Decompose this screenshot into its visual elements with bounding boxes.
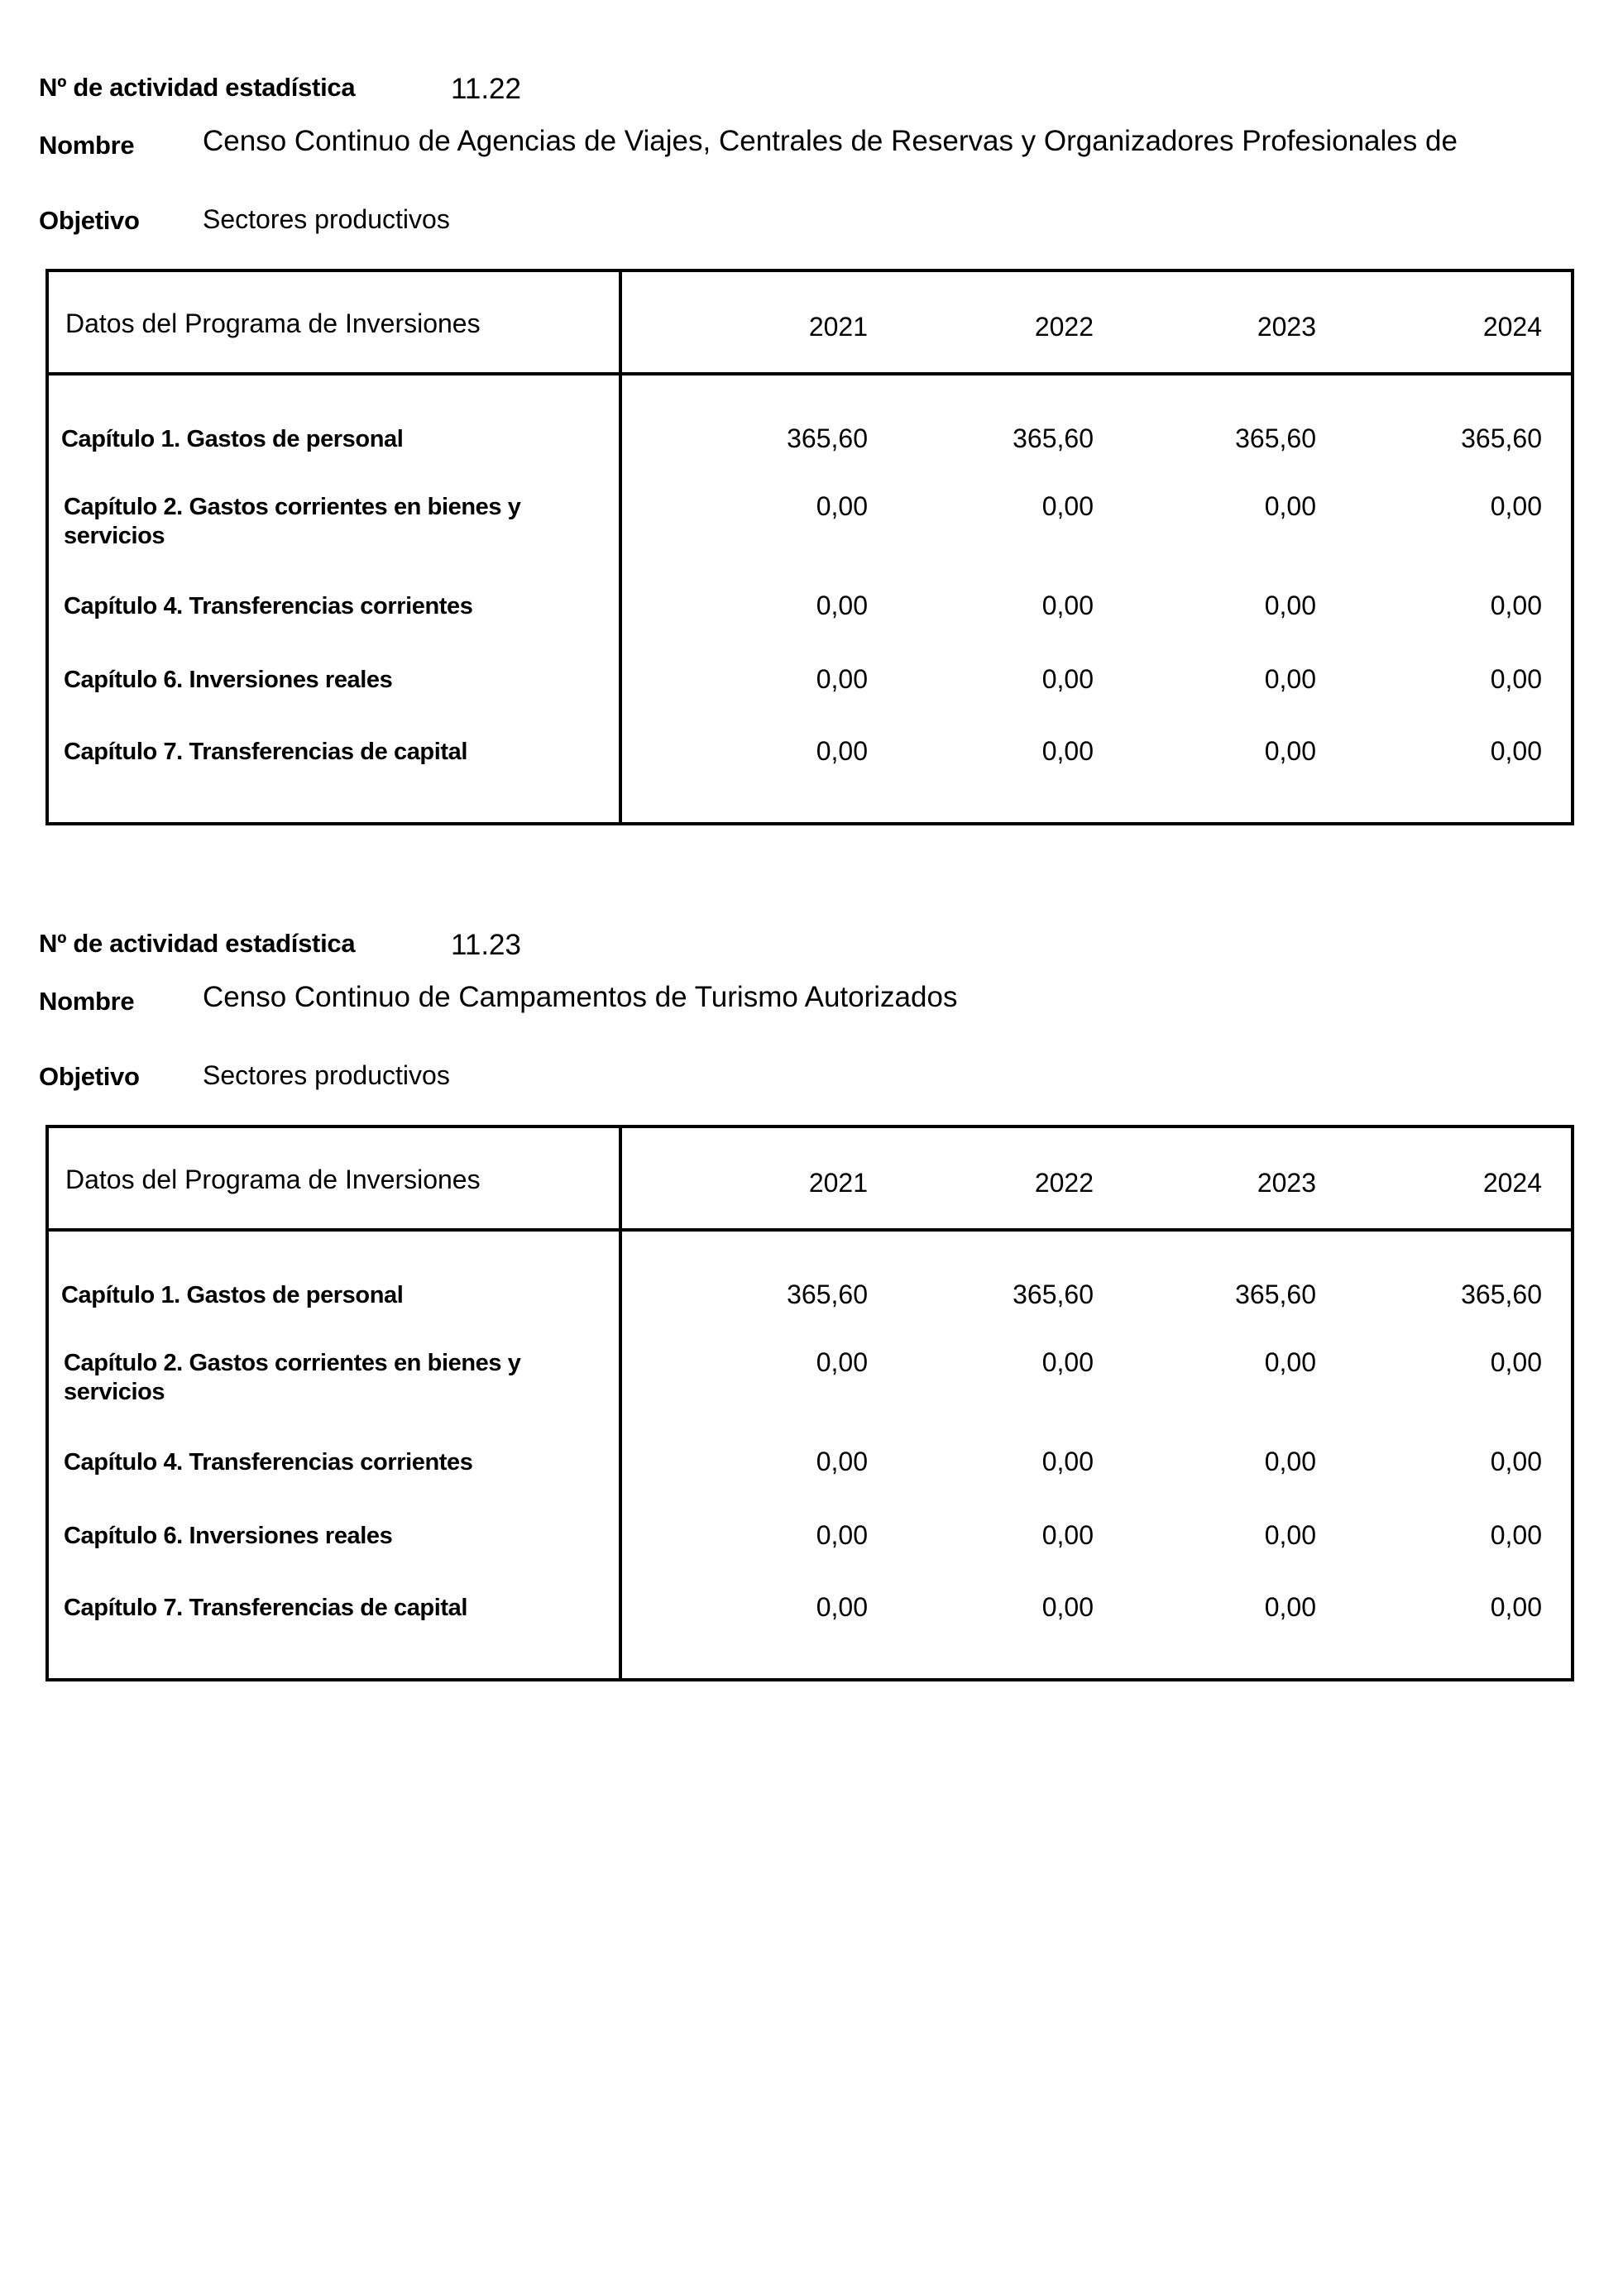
cell-ch4-2022: 0,00 <box>1041 591 1094 620</box>
cell-ch6-2022: 0,00 <box>1041 1520 1094 1550</box>
cell-ch7-2022: 0,00 <box>1041 1592 1094 1622</box>
name-label: Nombre <box>39 131 135 160</box>
cell-ch4-2023: 0,00 <box>1264 1447 1316 1476</box>
row-label-chapter-2: Capítulo 2. Gastos corrientes en bienes y servicios <box>64 494 521 549</box>
cell-ch7-2023: 0,00 <box>1264 1592 1316 1622</box>
cell-ch7-2021: 0,00 <box>816 736 868 766</box>
cell-ch7-2021: 0,00 <box>816 1592 868 1622</box>
name-value: Censo Continuo de Agencias de Viajes, Centrales de Reservas y Organizadores Profesionales de <box>203 125 1458 157</box>
cell-ch2-2021: 0,00 <box>816 1347 868 1377</box>
cell-ch1-2022: 365,60 <box>1013 423 1094 453</box>
cell-ch6-2023: 0,00 <box>1264 664 1316 694</box>
name-label: Nombre <box>39 987 135 1016</box>
cell-ch6-2024: 0,00 <box>1490 1520 1542 1550</box>
investment-table <box>45 269 1574 825</box>
table-header-label: Datos del Programa de Inversiones <box>65 309 481 338</box>
cell-ch7-2024: 0,00 <box>1490 736 1542 766</box>
cell-ch1-2024: 365,60 <box>1461 423 1542 453</box>
cell-ch4-2021: 0,00 <box>816 591 868 620</box>
row-label-chapter-4: Capítulo 4. Transferencias corrientes <box>64 593 473 619</box>
table-header-divider <box>49 1228 1571 1232</box>
activity-number-value: 11.23 <box>451 929 521 961</box>
year-header-2024: 2024 <box>1482 312 1542 342</box>
cell-ch6-2022: 0,00 <box>1041 664 1094 694</box>
cell-ch2-2024: 0,00 <box>1490 491 1542 521</box>
cell-ch4-2024: 0,00 <box>1490 591 1542 620</box>
cell-ch2-2024: 0,00 <box>1490 1347 1542 1377</box>
year-header-2022: 2022 <box>1034 312 1094 342</box>
row-label-chapter-2: Capítulo 2. Gastos corrientes en bienes y servicios <box>64 1350 521 1405</box>
cell-ch1-2022: 365,60 <box>1013 1280 1094 1309</box>
row-label-chapter-7: Capítulo 7. Transferencias de capital <box>64 1595 468 1621</box>
cell-ch1-2024: 365,60 <box>1461 1280 1542 1309</box>
activity-section-1 <box>0 0 1623 827</box>
cell-ch7-2022: 0,00 <box>1041 736 1094 766</box>
cell-ch4-2024: 0,00 <box>1490 1447 1542 1476</box>
activity-number-label: Nº de actividad estadística <box>39 929 356 958</box>
cell-ch7-2024: 0,00 <box>1490 1592 1542 1622</box>
cell-ch4-2021: 0,00 <box>816 1447 868 1476</box>
row-label-chapter-4: Capítulo 4. Transferencias corrientes <box>64 1449 473 1476</box>
cell-ch1-2021: 365,60 <box>787 423 868 453</box>
year-header-2023: 2023 <box>1257 1168 1316 1198</box>
cell-ch4-2022: 0,00 <box>1041 1447 1094 1476</box>
cell-ch2-2021: 0,00 <box>816 491 868 521</box>
row-label-chapter-6: Capítulo 6. Inversiones reales <box>64 667 393 693</box>
table-header-divider <box>49 372 1571 375</box>
name-value: Censo Continuo de Campamentos de Turismo Autorizados <box>203 981 958 1013</box>
table-column-divider <box>619 272 622 822</box>
row-label-chapter-1: Capítulo 1. Gastos de personal <box>61 426 404 452</box>
objective-label: Objetivo <box>39 1062 140 1091</box>
objective-label: Objetivo <box>39 206 140 235</box>
cell-ch2-2023: 0,00 <box>1264 1347 1316 1377</box>
cell-ch6-2021: 0,00 <box>816 664 868 694</box>
cell-ch7-2023: 0,00 <box>1264 736 1316 766</box>
row-label-chapter-7: Capítulo 7. Transferencias de capital <box>64 739 468 765</box>
activity-number-value: 11.22 <box>451 73 521 105</box>
cell-ch6-2021: 0,00 <box>816 1520 868 1550</box>
cell-ch1-2023: 365,60 <box>1235 1280 1316 1309</box>
year-header-2022: 2022 <box>1034 1168 1094 1198</box>
cell-ch1-2023: 365,60 <box>1235 423 1316 453</box>
row-label-chapter-1: Capítulo 1. Gastos de personal <box>61 1282 404 1308</box>
objective-value: Sectores productivos <box>203 204 450 234</box>
cell-ch1-2021: 365,60 <box>787 1280 868 1309</box>
investment-table <box>45 1125 1574 1681</box>
year-header-2021: 2021 <box>808 312 868 342</box>
cell-ch6-2024: 0,00 <box>1490 664 1542 694</box>
cell-ch6-2023: 0,00 <box>1264 1520 1316 1550</box>
row-label-chapter-6: Capítulo 6. Inversiones reales <box>64 1523 393 1549</box>
table-header-label: Datos del Programa de Inversiones <box>65 1165 481 1194</box>
cell-ch2-2022: 0,00 <box>1041 491 1094 521</box>
activity-number-label: Nº de actividad estadística <box>39 73 356 102</box>
activity-section-2 <box>0 856 1623 1683</box>
year-header-2023: 2023 <box>1257 312 1316 342</box>
table-column-divider <box>619 1128 622 1678</box>
cell-ch2-2023: 0,00 <box>1264 491 1316 521</box>
year-header-2024: 2024 <box>1482 1168 1542 1198</box>
cell-ch4-2023: 0,00 <box>1264 591 1316 620</box>
cell-ch2-2022: 0,00 <box>1041 1347 1094 1377</box>
objective-value: Sectores productivos <box>203 1060 450 1090</box>
year-header-2021: 2021 <box>808 1168 868 1198</box>
